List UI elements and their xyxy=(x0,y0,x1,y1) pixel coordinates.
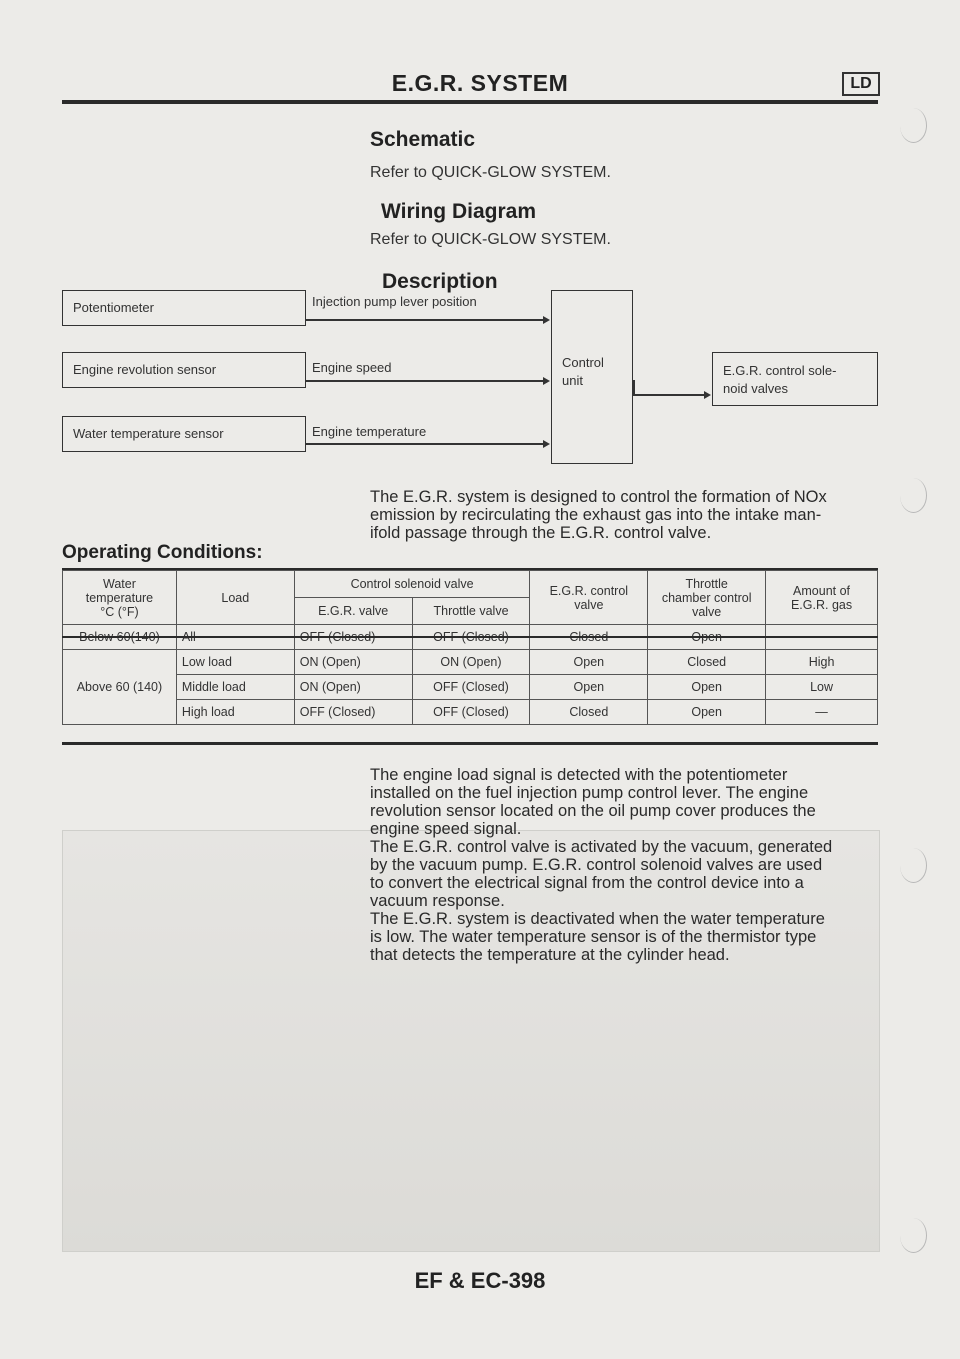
water-temperature-sensor-box: Water temperature sensor xyxy=(62,416,306,452)
header-line: Throttle xyxy=(685,576,728,591)
paragraph-line: engine speed signal. xyxy=(370,820,522,838)
wiring-diagram-reference: Refer to QUICK-GLOW SYSTEM. xyxy=(370,231,611,248)
cell-load: Middle load xyxy=(176,675,294,700)
col-header-throttle-chamber-control-valve xyxy=(648,571,766,625)
cell-throttle-chamber: Open xyxy=(648,675,766,700)
cell-throttle-valve: ON (Open) xyxy=(412,650,530,675)
paragraph-line: that detects the temperature at the cylinder head. xyxy=(370,946,730,964)
signal-line xyxy=(306,380,544,382)
cell-egr-valve: ON (Open) xyxy=(294,675,412,700)
description-paragraph xyxy=(370,488,878,542)
header-rule xyxy=(62,100,878,104)
engine-revolution-sensor-box: Engine revolution sensor xyxy=(62,352,306,388)
binder-hole xyxy=(900,108,927,143)
arrow-icon xyxy=(543,377,550,385)
operating-conditions-table xyxy=(62,570,878,725)
paragraph-line: ifold passage through the E.G.R. control valve. xyxy=(370,524,712,542)
arrow-icon xyxy=(543,440,550,448)
wiring-diagram-heading: Wiring Diagram xyxy=(381,200,536,223)
header-line: chamber control xyxy=(661,590,752,605)
header-line: E.G.R. control xyxy=(549,583,629,598)
body-paragraph xyxy=(370,766,878,964)
paragraph-line: emission by recirculating the exhaust gas into the intake man- xyxy=(370,506,822,524)
cell-amount: Low xyxy=(766,675,878,700)
table-row xyxy=(63,650,878,675)
col-header-egr-control-valve xyxy=(530,571,648,625)
header-line: Amount of xyxy=(793,583,851,598)
arrow-icon xyxy=(543,316,550,324)
table-row xyxy=(63,675,878,700)
header-line: Water xyxy=(103,576,136,591)
control-unit-label: Control xyxy=(562,355,604,370)
paragraph-line: The E.G.R. system is deactivated when the water temperature xyxy=(370,910,825,928)
paragraph-line: installed on the fuel injection pump control lever. The engine xyxy=(370,784,809,802)
cell-amount: — xyxy=(766,700,878,725)
header-line: valve xyxy=(574,597,604,612)
paragraph-line: revolution sensor located on the oil pump cover produces the xyxy=(370,802,816,820)
output-label: noid valves xyxy=(723,381,789,396)
table-header-rule xyxy=(62,636,878,638)
operating-conditions-heading: Operating Conditions: xyxy=(62,542,263,563)
cell-throttle-valve: OFF (Closed) xyxy=(412,675,530,700)
paragraph-line: The E.G.R. system is designed to control the formation of NOx xyxy=(370,488,827,506)
table-row xyxy=(63,700,878,725)
cell-egr-control-valve: Open xyxy=(530,650,648,675)
col-header-water-temperature xyxy=(63,571,177,625)
page-title: E.G.R. SYSTEM xyxy=(391,70,569,96)
cell-load: High load xyxy=(176,700,294,725)
control-unit-box xyxy=(551,290,633,464)
cell-throttle-valve: OFF (Closed) xyxy=(412,700,530,725)
col-header-control-solenoid-valve: Control solenoid valve xyxy=(294,571,530,598)
table-header-row xyxy=(63,571,878,598)
binder-hole xyxy=(900,478,927,513)
signal-line xyxy=(306,319,544,321)
section-badge: LD xyxy=(842,72,880,96)
col-header-amount-of-egr-gas xyxy=(766,571,878,625)
paragraph-line: The E.G.R. control valve is activated by the vacuum, generated xyxy=(370,838,833,856)
col-header-throttle-valve: Throttle valve xyxy=(412,598,530,625)
schematic-heading: Schematic xyxy=(370,128,476,151)
header-line: °C (°F) xyxy=(100,604,139,619)
cell-throttle-chamber: Closed xyxy=(648,650,766,675)
page-number: EF & EC-398 xyxy=(414,1268,546,1293)
output-line xyxy=(633,380,635,395)
cell-egr-control-valve: Closed xyxy=(530,700,648,725)
paragraph-line: The engine load signal is detected with the potentiometer xyxy=(370,766,788,784)
table-bottom-rule xyxy=(62,742,878,745)
egr-control-solenoid-valves-box xyxy=(712,352,878,406)
header-line: valve xyxy=(692,604,722,619)
arrow-icon xyxy=(704,391,711,399)
output-label: E.G.R. control sole- xyxy=(723,363,837,378)
col-header-load: Load xyxy=(176,571,294,625)
signal-label-engine-temperature: Engine temperature xyxy=(312,424,427,439)
binder-hole xyxy=(900,1218,927,1253)
output-line xyxy=(633,394,705,396)
cell-throttle-chamber: Open xyxy=(648,700,766,725)
cell-temperature: Above 60 (140) xyxy=(63,650,177,725)
cell-load: Low load xyxy=(176,650,294,675)
control-unit-label: unit xyxy=(562,373,583,388)
cell-amount: High xyxy=(766,650,878,675)
signal-line xyxy=(306,443,544,445)
potentiometer-box: Potentiometer xyxy=(62,290,306,326)
schematic-reference: Refer to QUICK-GLOW SYSTEM. xyxy=(370,164,611,181)
header-line: temperature xyxy=(85,590,154,605)
signal-label-engine-speed: Engine speed xyxy=(312,360,392,375)
col-header-egr-valve: E.G.R. valve xyxy=(294,598,412,625)
cell-egr-valve: ON (Open) xyxy=(294,650,412,675)
paragraph-line: by the vacuum pump. E.G.R. control solenoid valves are used xyxy=(370,856,823,874)
signal-label-lever-position: Injection pump lever position xyxy=(312,294,477,309)
description-heading: Description xyxy=(382,270,498,293)
header-line: E.G.R. gas xyxy=(790,597,853,612)
paragraph-line: is low. The water temperature sensor is of the thermistor type xyxy=(370,928,817,946)
binder-hole xyxy=(900,848,927,883)
paragraph-line: to convert the electrical signal from the control device into a xyxy=(370,874,804,892)
cell-egr-valve: OFF (Closed) xyxy=(294,700,412,725)
cell-egr-control-valve: Open xyxy=(530,675,648,700)
paragraph-line: vacuum response. xyxy=(370,892,505,910)
